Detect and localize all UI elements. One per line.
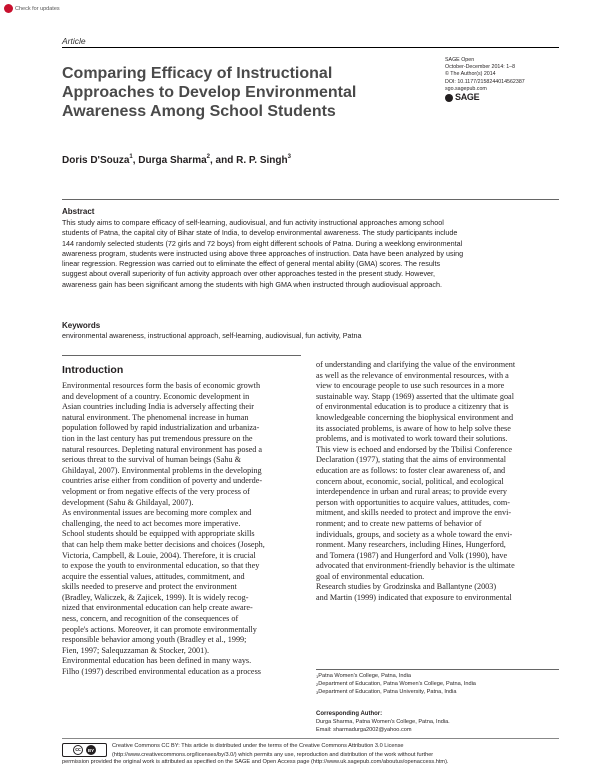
body-line: challenging, the need to act becomes more imperative. bbox=[62, 518, 241, 528]
body-line: its associated problems, is aware of how to help solve these bbox=[316, 423, 511, 433]
keywords-heading: Keywords bbox=[62, 321, 101, 330]
body-line: ronment; and to create new patterns of behavior of bbox=[316, 518, 482, 528]
attribution-icon: BY bbox=[86, 745, 96, 755]
body-line: as well as the relevance of environmental resources, with a bbox=[316, 370, 509, 380]
body-line: and Martin (1999) indicated that exposure to environmental bbox=[316, 593, 512, 603]
left-column-body bbox=[62, 381, 302, 678]
body-line: ness, concern, and recognition of the consequences of bbox=[62, 614, 239, 624]
author-list bbox=[62, 155, 291, 166]
body-line: Research studies by Grodzinska and Ballantyne (2003) bbox=[316, 582, 497, 592]
body-line: and development of a country. Economic development in bbox=[62, 391, 250, 401]
body-line: people's actions. Moreover, it can promote environmentally bbox=[62, 624, 257, 634]
doi[interactable]: DOI: 10.1177/2158244014562387 bbox=[445, 78, 525, 85]
affiliation-marker: 1 bbox=[129, 154, 133, 160]
abstract-line: This study aims to compare efficacy of self-learning, audiovisual, and fun activity instructional approaches among school bbox=[62, 218, 444, 227]
body-line: serious threat to the survival of human beings (Sahu & bbox=[62, 455, 241, 465]
body-line: advocated that environment-friendly behavior is the ultimate bbox=[316, 561, 515, 571]
body-line: population followed by rapid industrialization and urbaniza- bbox=[62, 423, 260, 433]
journal-url[interactable]: sgo.sagepub.com bbox=[445, 85, 487, 92]
body-line: countries arise either from condition of poverty and underde- bbox=[62, 476, 263, 486]
affiliation-footnotes bbox=[316, 673, 476, 696]
footnote-rule bbox=[316, 669, 559, 670]
abstract-line: students of Patna, the capital city of Bihar state of India, to develop environmental awareness. The study participants include bbox=[62, 228, 458, 238]
body-line: Filho (1997) described environmental education as a process bbox=[62, 667, 261, 677]
body-line: responsible behavior among youth (Bradley et al., 1999; bbox=[62, 635, 247, 645]
title-line: Approaches to Develop Environmental bbox=[62, 84, 357, 101]
body-line: (Bradley, Waliczek, & Zajicek, 1999). It is widely recog- bbox=[62, 592, 249, 602]
publication-info bbox=[445, 57, 525, 102]
body-line: natural environment. The phenomenal increase in human bbox=[62, 412, 249, 422]
sage-logo-text: SAGE bbox=[455, 92, 480, 103]
title-line: Awareness Among School Students bbox=[62, 103, 336, 120]
body-line: development (Sahu & Ghildayal, 2007). bbox=[62, 497, 194, 507]
body-line: skills needed to preserve and protect the environment bbox=[62, 582, 237, 592]
author-separator: , and bbox=[210, 155, 237, 166]
abstract-line: awareness gain has been significant among the students with high GMA when instructed through audiovisual approach. bbox=[62, 279, 442, 289]
body-line: As environmental issues are becoming more complex and bbox=[62, 508, 252, 518]
abstract-line: 144 randomly selected students (72 girls and 72 boys) from eight different schools of Patna. During a weeklong environmental bbox=[62, 238, 463, 248]
license-line[interactable]: permission provided the original work is attributed as specified on the SAGE and Open Access page (http://www.uk.sagepub.com/aboutus/openaccess.htm). bbox=[62, 759, 449, 765]
affiliation-marker: 2 bbox=[206, 154, 210, 160]
keywords-text: environmental awareness, instructional approach, self-learning, audiovisual, fun activity, Patna bbox=[62, 331, 362, 340]
body-line: of environmental education is to produce a citizenry that is bbox=[316, 402, 509, 412]
footnote-marker: 1 bbox=[316, 674, 319, 679]
journal-name: SAGE Open bbox=[445, 57, 475, 63]
body-line: Victoria, Campbell, & Louie, 2004). Therefore, it is crucial bbox=[62, 550, 256, 560]
body-line: nized that environmental education can help create aware- bbox=[62, 603, 253, 613]
check-updates-label: Check for updates bbox=[15, 5, 60, 12]
body-line: mitment, and skills needed to protect and improve the envi- bbox=[316, 508, 512, 518]
body-line: ronment. Many researchers, including Hines, Hungerford, bbox=[316, 540, 506, 550]
author-name: R. P. Singh bbox=[236, 155, 288, 166]
license-text bbox=[112, 742, 433, 759]
check-updates-icon bbox=[4, 4, 13, 13]
body-line: Fien, 1997; Salequzzaman & Stocker, 2001). bbox=[62, 645, 210, 655]
abstract-rule bbox=[62, 199, 559, 200]
author-separator: , bbox=[132, 155, 139, 166]
body-line: knowledgeable concerning the biophysical environment and bbox=[316, 412, 514, 422]
body-line: and Tomera (1987) and Hungerford and Volk (1990), have bbox=[316, 550, 508, 560]
body-line: individuals, groups, and society as a whole toward the envi- bbox=[316, 529, 513, 539]
license-line[interactable]: (http://www.creativecommons.org/licenses/by/3.0/) which permits any use, reproduction and distribution of the work without further bbox=[112, 751, 434, 758]
body-line: Environmental education has been defined in many ways. bbox=[62, 656, 252, 666]
body-line: acquire the essential values, attitudes, commitment, and bbox=[62, 571, 245, 581]
body-line: Ghildayal, 2007). Environmental problems in the developing bbox=[62, 465, 262, 475]
body-line: problems, and is motivated to work toward their solutions. bbox=[316, 434, 508, 444]
body-line: Asian countries including India is adversely affecting their bbox=[62, 402, 254, 412]
footnote bbox=[316, 681, 476, 689]
body-line: concern about, economic, social, political, and ecological bbox=[316, 476, 504, 486]
sage-logo bbox=[445, 94, 525, 102]
license-line: Creative Commons CC BY: This article is distributed under the terms of the Creative Commons Attribution 3.0 License bbox=[112, 743, 404, 749]
footnote bbox=[316, 673, 476, 681]
body-line: Environmental resources form the basis of economic growth bbox=[62, 381, 261, 390]
article-type-label: Article bbox=[62, 36, 86, 46]
body-line: tion in the last century has put tremendous pressure on the bbox=[62, 433, 253, 443]
intro-rule bbox=[62, 355, 301, 356]
body-line: goal of environmental education. bbox=[316, 571, 425, 581]
introduction-heading: Introduction bbox=[62, 364, 124, 376]
footnote-marker: 3 bbox=[316, 689, 319, 695]
cc-icon: cc bbox=[73, 745, 83, 755]
body-line: to expose the youth to environmental education, so that they bbox=[62, 561, 260, 571]
abstract-line: linear regression. Regression was carried out to eliminate the effect of general mental ability (GMA) scores. The results bbox=[62, 259, 441, 269]
footnote-text: Department of Education, Patna University, Patna, India bbox=[318, 688, 457, 695]
body-line: This view is echoed and endorsed by the Tbilisi Conference bbox=[316, 444, 513, 454]
sage-logo-icon bbox=[445, 94, 453, 102]
footnote-text: Patna Women's College, Patna, India bbox=[318, 673, 411, 679]
issue-info: October-December 2014: 1–8 bbox=[445, 64, 516, 71]
body-line: person with opportunities to acquire values, attitudes, com- bbox=[316, 497, 510, 507]
affiliation-marker: 3 bbox=[287, 154, 291, 160]
body-line: that can help them make better decisions and choices (Joseph, bbox=[62, 539, 265, 549]
body-line: of understanding and clarifying the value of the environment bbox=[316, 360, 516, 369]
paper-title bbox=[62, 64, 392, 121]
body-line: velopment or from negative effects of the very process of bbox=[62, 486, 250, 496]
check-for-updates-badge[interactable] bbox=[4, 3, 60, 14]
body-line: School students should be equipped with appropriate skills bbox=[62, 529, 255, 539]
license-rule bbox=[62, 738, 559, 739]
corresponding-author-email[interactable]: Email: sharmadurga2002@yahoo.com bbox=[316, 726, 412, 733]
abstract-heading: Abstract bbox=[62, 207, 95, 216]
author-name: Durga Sharma bbox=[138, 155, 207, 166]
corresponding-author-heading: Corresponding Author: bbox=[316, 711, 383, 717]
body-line: interdependence in urban and rural areas; to provide every bbox=[316, 487, 507, 497]
body-line: view to encourage people to use such resources in a more bbox=[316, 381, 505, 391]
header-rule bbox=[62, 47, 559, 48]
body-line: education are as follows: to foster clear awareness of, and bbox=[316, 465, 506, 475]
footnote-marker: 2 bbox=[316, 681, 319, 687]
right-column-body bbox=[316, 360, 559, 604]
footnote bbox=[316, 689, 476, 697]
footnote-text: Department of Education, Patna Women's College, Patna, India bbox=[318, 680, 476, 687]
abstract-body bbox=[62, 218, 559, 290]
body-line: natural resources. Depleting natural environment has posed a bbox=[62, 444, 263, 454]
corresponding-author-line: Durga Sharma, Patna Women's College, Patna, India. bbox=[316, 719, 450, 725]
body-line: Declaration (1977), stating that the aims of environmental bbox=[316, 455, 507, 465]
title-line: Comparing Efficacy of Instructional bbox=[62, 65, 333, 82]
corresponding-author-details bbox=[316, 719, 450, 735]
body-line: sustainable way. Stapp (1969) asserted that the ultimate goal bbox=[316, 391, 514, 401]
creative-commons-badge[interactable] bbox=[62, 743, 107, 757]
abstract-line: suggest about overall superiority of fun activity approach over other approaches tested in the present study. However, bbox=[62, 269, 436, 279]
author-name: Doris D'Souza bbox=[62, 155, 130, 166]
copyright: © The Author(s) 2014 bbox=[445, 71, 496, 78]
abstract-line: awareness program, students were instructed using above three approaches of instruction. Data have been analyzed by using bbox=[62, 248, 464, 258]
